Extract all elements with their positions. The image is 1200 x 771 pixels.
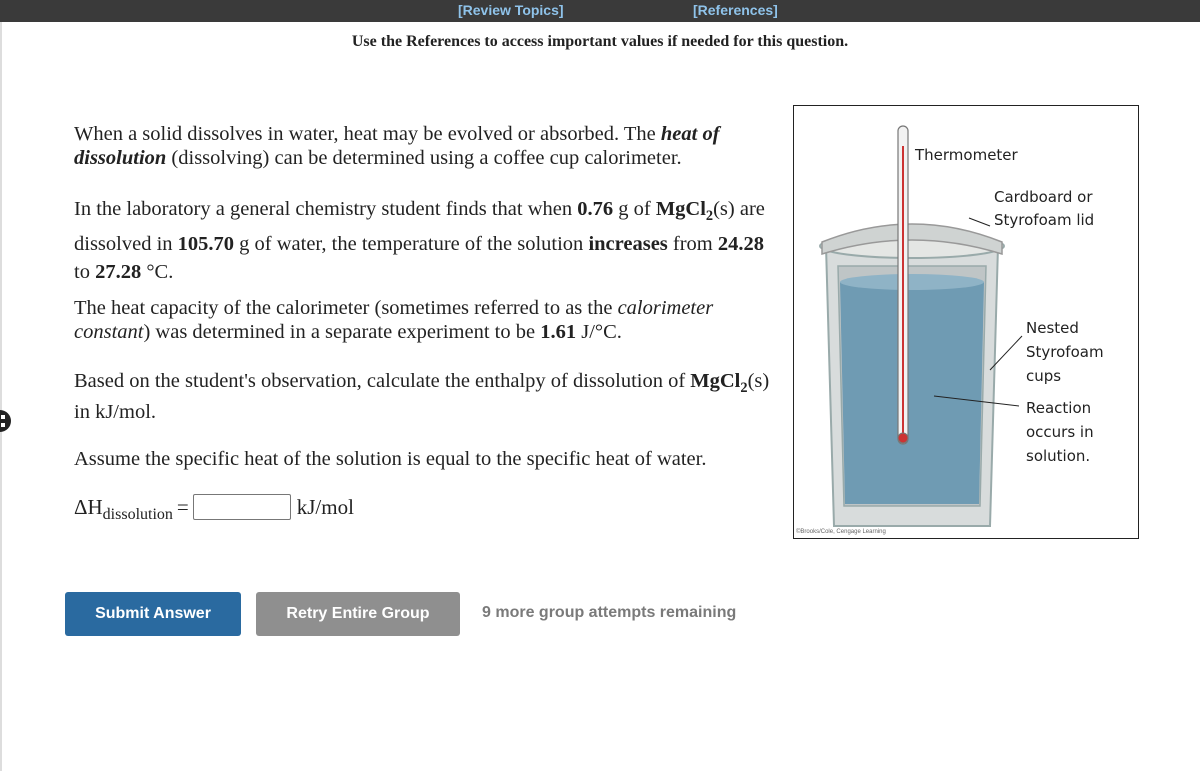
reaction-label-line2: occurs in	[1026, 423, 1094, 441]
thermometer-label: Thermometer	[915, 146, 1018, 164]
retry-entire-group-button[interactable]: Retry Entire Group	[256, 592, 460, 636]
calorimeter-figure	[793, 105, 1139, 539]
top-navigation-bar	[0, 0, 1200, 22]
cups-label-line1: Nested	[1026, 319, 1079, 337]
delta-h-label: ΔH	[74, 494, 103, 519]
delta-h-subscript: dissolution	[102, 506, 173, 523]
attempts-remaining: 9 more group attempts remaining	[482, 604, 737, 621]
question-paragraph-1: When a solid dissolves in water, heat may be evolved or absorbed. The heat of dissolution (dissolving) can be determined using a coffee cup calorimeter.	[74, 123, 720, 169]
reaction-label-line1: Reaction	[1026, 399, 1092, 417]
lid-label-line1: Cardboard or	[994, 188, 1093, 206]
lid-label-line2: Styrofoam lid	[994, 211, 1095, 229]
question-paragraph-3: The heat capacity of the calorimeter (sometimes referred to as the calorimeter constant) was determined in a separate experiment to be 1.61 J/°C.	[74, 297, 714, 343]
pane-border	[0, 22, 2, 771]
equals-sign: =	[176, 494, 189, 519]
side-handle-icon[interactable]	[0, 410, 11, 432]
references-notice: Use the References to access important values if needed for this question.	[351, 33, 849, 50]
submit-answer-button[interactable]: Submit Answer	[65, 592, 241, 636]
reaction-label-line3: solution.	[1026, 447, 1091, 465]
figure-credit: ©Brooks/Cole, Cengage Learning	[796, 529, 886, 535]
cups-label-line2: Styrofoam cups	[1026, 343, 1104, 385]
calorimeter-illustration	[794, 106, 1138, 538]
review-topics-link[interactable]: [Review Topics]	[458, 2, 564, 18]
question-paragraph-5: Assume the specific heat of the solution is equal to the specific heat of water.	[74, 448, 707, 470]
answer-unit: kJ/mol	[296, 494, 354, 519]
question-paragraph-2: In the laboratory a general chemistry student finds that when 0.76 g of MgCl$_2$(s) are dissolved in 105.70 g of water, the temperature of the solution increases from 24.28 to 27.28 °C.	[74, 198, 765, 284]
question-paragraph-4: Based on the student's observation, calculate the enthalpy of dissolution of MgCl$_2$(s) in kJ/mol.	[74, 370, 770, 424]
answer-row	[74, 494, 354, 523]
references-link[interactable]: [References]	[693, 2, 778, 18]
answer-input[interactable]	[193, 494, 291, 520]
